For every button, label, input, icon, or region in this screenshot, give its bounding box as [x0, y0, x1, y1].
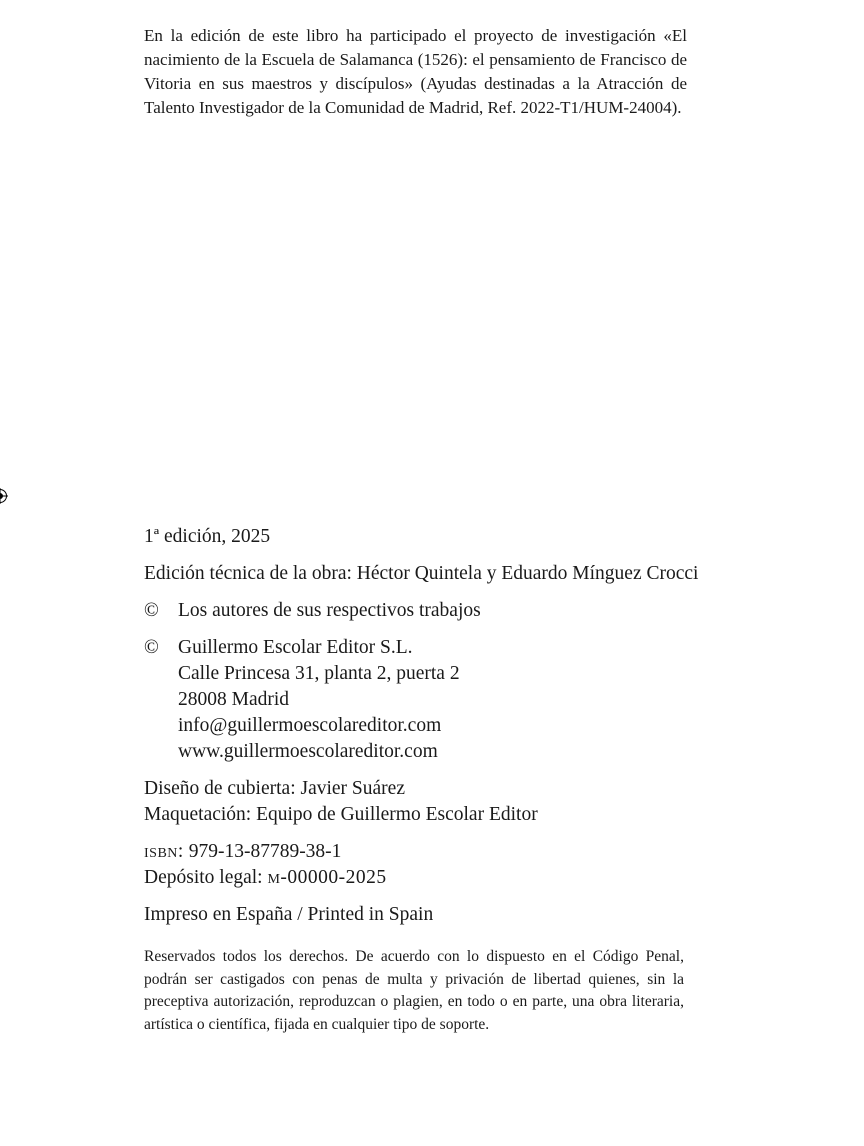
registration-mark-icon — [0, 488, 8, 504]
edition-line: 1ª edición, 2025 — [144, 526, 271, 547]
copyright-icon: © — [144, 600, 159, 621]
isbn-line — [144, 839, 844, 865]
publisher-address: Calle Princesa 31, planta 2, puerta 2 — [178, 663, 460, 684]
technical-edition-line: Edición técnica de la obra: Héctor Quintela y Eduardo Mínguez Crocci — [144, 563, 699, 584]
copyright-authors-block — [144, 598, 844, 624]
funding-note: En la edición de este libro ha participado el proyecto de investigación «El nacimiento de la Escuela de Salamanca (1526): el pensamiento de Francisco de Vitoria en sus maestros y discípulos» (Ayudas destinadas a la Atracción de Talento Investigador de la Comunidad de Madrid, Ref. 2022-T1/HUM-24004). — [144, 26, 687, 117]
legal-deposit-value: m-00000-2025 — [267, 867, 387, 888]
isbn-label: isbn: — [144, 841, 184, 862]
publisher-city: 28008 Madrid — [178, 689, 290, 710]
rights-notice: Reservados todos los derechos. De acuerdo con lo dispuesto en el Código Penal, podrán ser castigados con penas de multa y privación de libertad quienes, sin la preceptiva autorización, reproduzcan o plagien, en todo o en parte, una obra literaria, artística o científica, fijada en cualquier tipo de soporte. — [144, 948, 684, 1033]
isbn-value: 979-13-87789-38-1 — [188, 841, 342, 862]
printed-in-line: Impreso en España / Printed in Spain — [144, 904, 434, 925]
legal-deposit-line — [144, 865, 844, 891]
layout-credit-line: Maquetación: Equipo de Guillermo Escolar Editor — [144, 804, 538, 825]
publisher-name: Guillermo Escolar Editor S.L. — [178, 637, 413, 658]
legal-deposit-label: Depósito legal: — [144, 867, 263, 888]
publisher-email: info@guillermoescolareditor.com — [178, 715, 442, 736]
copyright-icon: © — [144, 637, 159, 658]
publisher-web: www.guillermoescolareditor.com — [178, 741, 438, 762]
colophon — [144, 524, 844, 928]
copyright-authors: Los autores de sus respectivos trabajos — [178, 600, 481, 621]
publisher-block — [144, 635, 844, 765]
cover-design-line: Diseño de cubierta: Javier Suárez — [144, 778, 405, 799]
